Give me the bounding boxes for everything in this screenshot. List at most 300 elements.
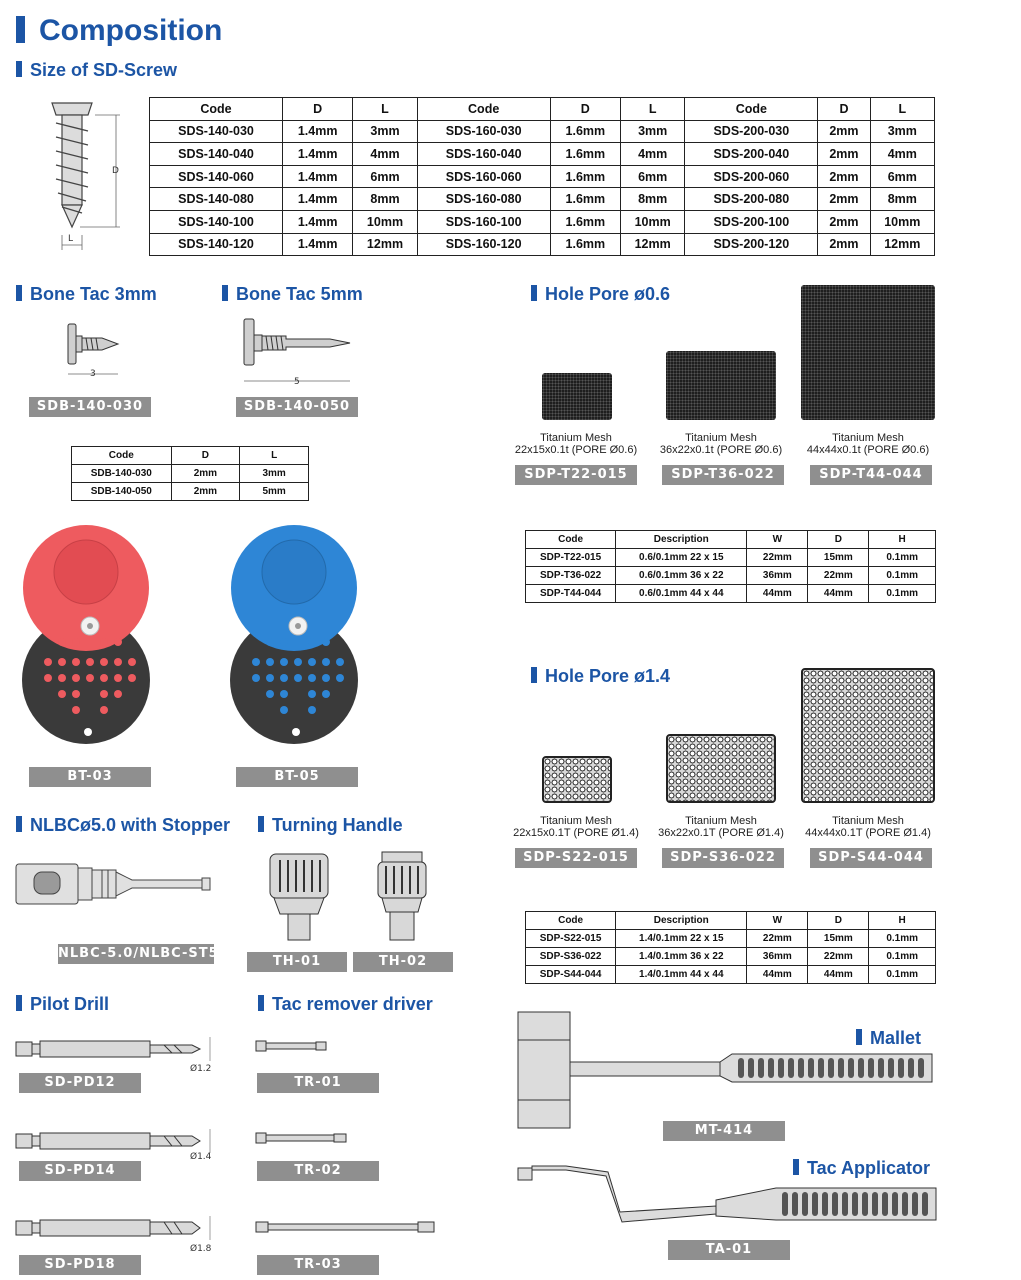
table-row bbox=[526, 948, 936, 966]
caption-spec: 36x22x0.1t (PORE Ø0.6) bbox=[659, 444, 783, 456]
heading-marker bbox=[16, 995, 22, 1011]
dim-5: 5 bbox=[294, 377, 300, 387]
table-row bbox=[150, 165, 935, 188]
table-cell: 1.4mm bbox=[282, 120, 352, 143]
mallet-illustration bbox=[516, 1010, 938, 1132]
grip-ridge bbox=[758, 1058, 764, 1078]
table-cell: 2mm bbox=[818, 120, 870, 143]
tac-slot bbox=[266, 690, 274, 698]
table-cell: SDS-160-040 bbox=[417, 143, 550, 166]
grip-ridge bbox=[782, 1192, 788, 1216]
grip-ridge bbox=[818, 1058, 824, 1078]
table-cell: 1.4mm bbox=[282, 165, 352, 188]
nlbc-heading-text: NLBCø5.0 with Stopper bbox=[30, 815, 231, 835]
grip-ridge bbox=[842, 1192, 848, 1216]
pore06-table bbox=[525, 530, 936, 603]
table-cell: SDS-140-100 bbox=[150, 210, 283, 233]
table-cell: 10mm bbox=[870, 210, 934, 233]
table-cell: 1.4/0.1mm 22 x 15 bbox=[616, 930, 747, 948]
drill-pd14-illustration bbox=[14, 1127, 219, 1157]
table-cell: 1.6mm bbox=[550, 210, 620, 233]
drill-heading-text: Pilot Drill bbox=[30, 994, 110, 1014]
table-row bbox=[150, 143, 935, 166]
grip-ridge bbox=[802, 1192, 808, 1216]
tac-slot bbox=[322, 658, 330, 666]
product-tag: TH-02 bbox=[353, 952, 453, 972]
pore14-table bbox=[525, 911, 936, 984]
col-header: Description bbox=[616, 531, 747, 549]
table-header-row bbox=[526, 531, 936, 549]
table-row bbox=[526, 567, 936, 585]
grip-ridge bbox=[792, 1192, 798, 1216]
mesh-s36-image bbox=[666, 734, 776, 803]
col-header: L bbox=[353, 98, 417, 121]
page-title-text: Composition bbox=[39, 14, 223, 47]
tac-slot bbox=[128, 658, 136, 666]
tac-slot bbox=[100, 638, 108, 646]
grip-ridge bbox=[852, 1192, 858, 1216]
remover-tr02-illustration bbox=[254, 1130, 354, 1146]
tac-slot bbox=[100, 658, 108, 666]
table-cell: SDS-140-060 bbox=[150, 165, 283, 188]
col-header: Description bbox=[616, 912, 747, 930]
table-cell: 44mm bbox=[747, 966, 808, 984]
caption-name: Titanium Mesh bbox=[832, 815, 904, 827]
col-header: H bbox=[869, 531, 936, 549]
mesh-t44-image bbox=[801, 285, 935, 420]
dim-3: 3 bbox=[90, 369, 96, 379]
table-row bbox=[150, 120, 935, 143]
grip-ridge bbox=[912, 1192, 918, 1216]
grip-ridge bbox=[888, 1058, 894, 1078]
dim-L-label: D bbox=[112, 166, 119, 176]
col-header: Code bbox=[685, 98, 818, 121]
pore06-heading bbox=[531, 284, 670, 305]
table-cell: 1.6mm bbox=[550, 143, 620, 166]
product-tag: SDP-T44-044 bbox=[810, 465, 932, 485]
mesh-caption bbox=[510, 815, 642, 839]
grip-ridge bbox=[822, 1192, 828, 1216]
table-cell: 1.6mm bbox=[550, 165, 620, 188]
pore06-heading-text: Hole Pore ø0.6 bbox=[545, 284, 671, 304]
tac-slot bbox=[128, 674, 136, 682]
table-cell: 36mm bbox=[747, 567, 808, 585]
tac-slot bbox=[100, 706, 108, 714]
tac-slot bbox=[280, 674, 288, 682]
tac-slot bbox=[44, 674, 52, 682]
table-cell: 3mm bbox=[621, 120, 685, 143]
table-row bbox=[526, 930, 936, 948]
grip-ridge bbox=[902, 1192, 908, 1216]
tac-slot bbox=[308, 690, 316, 698]
drill-heading bbox=[16, 994, 109, 1015]
table-cell: 0.1mm bbox=[869, 930, 936, 948]
table-cell: 1.4/0.1mm 44 x 44 bbox=[616, 966, 747, 984]
table-cell: 8mm bbox=[870, 188, 934, 211]
table-cell: 2mm bbox=[171, 483, 240, 501]
tac-slot bbox=[308, 638, 316, 646]
table-cell: SDP-T36-022 bbox=[526, 567, 616, 585]
table-cell: 6mm bbox=[353, 165, 417, 188]
table-cell: 2mm bbox=[818, 188, 870, 211]
tac-slot bbox=[322, 690, 330, 698]
product-tag: SDB-140-050 bbox=[236, 397, 358, 417]
tac-slot bbox=[294, 658, 302, 666]
product-tag: MT-414 bbox=[663, 1121, 785, 1141]
table-header-row bbox=[526, 912, 936, 930]
table-cell: 12mm bbox=[870, 233, 934, 256]
caption-spec: 36x22x0.1T (PORE Ø1.4) bbox=[658, 827, 784, 839]
heading-marker bbox=[258, 816, 264, 832]
product-tag: SDP-S22-015 bbox=[515, 848, 637, 868]
caption-spec: 44x44x0.1t (PORE Ø0.6) bbox=[806, 444, 930, 456]
grip-ridge bbox=[892, 1192, 898, 1216]
col-header: Code bbox=[417, 98, 550, 121]
caption-spec: 22x15x0.1t (PORE Ø0.6) bbox=[514, 444, 638, 456]
mesh-caption bbox=[800, 432, 936, 456]
table-cell: 2mm bbox=[818, 165, 870, 188]
heading-marker bbox=[258, 995, 264, 1011]
tac-slot bbox=[280, 690, 288, 698]
tac-slot bbox=[322, 638, 330, 646]
grip-ridge bbox=[738, 1058, 744, 1078]
tac-slot bbox=[266, 638, 274, 646]
drill-pd18-illustration bbox=[14, 1214, 219, 1244]
table-cell: 2mm bbox=[171, 465, 240, 483]
table-cell: 6mm bbox=[870, 165, 934, 188]
table-cell: SDP-S22-015 bbox=[526, 930, 616, 948]
tac-slot bbox=[322, 674, 330, 682]
tac-slot bbox=[72, 706, 80, 714]
tac-slot bbox=[266, 658, 274, 666]
table-cell: 2mm bbox=[818, 233, 870, 256]
tac-slot bbox=[86, 674, 94, 682]
col-header: D bbox=[282, 98, 352, 121]
col-header: Code bbox=[526, 531, 616, 549]
table-row bbox=[526, 585, 936, 603]
table-row bbox=[150, 188, 935, 211]
table-cell: SDS-200-080 bbox=[685, 188, 818, 211]
title-marker bbox=[16, 16, 25, 43]
handle-th01-illustration bbox=[266, 850, 332, 945]
table-cell: SDS-200-100 bbox=[685, 210, 818, 233]
table-cell: SDS-160-100 bbox=[417, 210, 550, 233]
table-cell: SDS-160-060 bbox=[417, 165, 550, 188]
tac-slot bbox=[308, 706, 316, 714]
table-cell: 4mm bbox=[621, 143, 685, 166]
nlbc-heading bbox=[16, 815, 230, 836]
tac-slot bbox=[72, 658, 80, 666]
tac-slot bbox=[58, 638, 66, 646]
col-header: D bbox=[808, 912, 869, 930]
table-cell: SDB-140-030 bbox=[72, 465, 172, 483]
tac-slot bbox=[114, 658, 122, 666]
heading-marker bbox=[222, 285, 228, 301]
table-row bbox=[72, 465, 309, 483]
grip-ridge bbox=[908, 1058, 914, 1078]
product-tag: SD-PD18 bbox=[19, 1255, 141, 1275]
grip-ridge bbox=[862, 1192, 868, 1216]
remover-heading bbox=[258, 994, 433, 1015]
caption-name: Titanium Mesh bbox=[832, 432, 904, 444]
grip-ridge bbox=[868, 1058, 874, 1078]
screw-heading-text: Size of SD-Screw bbox=[30, 60, 178, 80]
screw-size-table bbox=[149, 97, 935, 256]
table-cell: 44mm bbox=[747, 585, 808, 603]
col-header: Code bbox=[150, 98, 283, 121]
tac-slot bbox=[266, 674, 274, 682]
table-cell: 22mm bbox=[808, 948, 869, 966]
tac-slot bbox=[58, 658, 66, 666]
grip-ridge bbox=[848, 1058, 854, 1078]
table-cell: 3mm bbox=[353, 120, 417, 143]
tac-slot bbox=[100, 690, 108, 698]
table-cell: SDS-200-030 bbox=[685, 120, 818, 143]
table-cell: 12mm bbox=[621, 233, 685, 256]
table-cell: 22mm bbox=[747, 930, 808, 948]
table-cell: SDS-140-080 bbox=[150, 188, 283, 211]
heading-marker bbox=[16, 816, 22, 832]
table-cell: SDP-S36-022 bbox=[526, 948, 616, 966]
table-cell: SDS-160-080 bbox=[417, 188, 550, 211]
col-header: H bbox=[869, 912, 936, 930]
drill-pd12-illustration bbox=[14, 1035, 219, 1065]
grip-ridge bbox=[898, 1058, 904, 1078]
table-cell: 10mm bbox=[621, 210, 685, 233]
table-cell: 44mm bbox=[808, 585, 869, 603]
bonetac-5mm-heading-text: Bone Tac 5mm bbox=[236, 284, 363, 304]
table-cell: 4mm bbox=[353, 143, 417, 166]
mesh-t22-image bbox=[542, 373, 612, 420]
caption-name: Titanium Mesh bbox=[685, 815, 757, 827]
tac-applicator-illustration bbox=[516, 1160, 942, 1242]
tac-slot bbox=[72, 674, 80, 682]
grip-ridge bbox=[798, 1058, 804, 1078]
mesh-s22-image bbox=[542, 756, 612, 803]
table-cell: 2mm bbox=[818, 210, 870, 233]
mesh-s44-image bbox=[801, 668, 935, 803]
handle-heading-text: Turning Handle bbox=[272, 815, 403, 835]
page-title bbox=[16, 14, 222, 48]
grip-ridge bbox=[828, 1058, 834, 1078]
product-tag: SDP-T22-015 bbox=[515, 465, 637, 485]
nlbc-illustration bbox=[14, 856, 214, 912]
table-cell: SDS-200-040 bbox=[685, 143, 818, 166]
remover-heading-text: Tac remover driver bbox=[272, 994, 433, 1014]
table-cell: 22mm bbox=[747, 549, 808, 567]
table-cell: 8mm bbox=[621, 188, 685, 211]
table-cell: 3mm bbox=[240, 465, 309, 483]
product-tag: SDP-S44-044 bbox=[810, 848, 932, 868]
drill-diameter: Ø1.2 bbox=[190, 1064, 212, 1074]
col-header: W bbox=[747, 912, 808, 930]
table-cell: SDS-140-030 bbox=[150, 120, 283, 143]
table-cell: 5mm bbox=[240, 483, 309, 501]
table-cell: SDP-S44-044 bbox=[526, 966, 616, 984]
table-cell: 4mm bbox=[870, 143, 934, 166]
table-cell: 1.4/0.1mm 36 x 22 bbox=[616, 948, 747, 966]
grip-ridge bbox=[812, 1192, 818, 1216]
table-cell: 6mm bbox=[621, 165, 685, 188]
bonetac-3mm-heading bbox=[16, 284, 157, 305]
col-header: L bbox=[621, 98, 685, 121]
tac-slot bbox=[280, 658, 288, 666]
heading-marker bbox=[16, 61, 22, 77]
table-cell: 22mm bbox=[808, 567, 869, 585]
col-header: D bbox=[808, 531, 869, 549]
table-cell: SDP-T22-015 bbox=[526, 549, 616, 567]
col-header: Code bbox=[526, 912, 616, 930]
table-header-row bbox=[72, 447, 309, 465]
table-cell: SDB-140-050 bbox=[72, 483, 172, 501]
col-header: L bbox=[240, 447, 309, 465]
caption-name: Titanium Mesh bbox=[540, 815, 612, 827]
bonetac-table bbox=[71, 446, 309, 501]
grip-ridge bbox=[788, 1058, 794, 1078]
table-cell: 0.6/0.1mm 36 x 22 bbox=[616, 567, 747, 585]
heading-marker bbox=[16, 285, 22, 301]
col-header: W bbox=[747, 531, 808, 549]
grip-ridge bbox=[748, 1058, 754, 1078]
table-cell: 1.4mm bbox=[282, 143, 352, 166]
table-cell: 8mm bbox=[353, 188, 417, 211]
grip-ridge bbox=[872, 1192, 878, 1216]
tac-slot bbox=[86, 658, 94, 666]
product-tag: TH-01 bbox=[247, 952, 347, 972]
tac-slot bbox=[308, 658, 316, 666]
product-tag: SDP-S36-022 bbox=[662, 848, 784, 868]
table-cell: 3mm bbox=[870, 120, 934, 143]
grip-ridge bbox=[882, 1192, 888, 1216]
tac-slot bbox=[114, 638, 122, 646]
caption-name: Titanium Mesh bbox=[685, 432, 757, 444]
remover-tr03-illustration bbox=[254, 1218, 439, 1236]
product-tag: SDP-T36-022 bbox=[662, 465, 784, 485]
table-cell: 0.1mm bbox=[869, 585, 936, 603]
heading-marker bbox=[531, 667, 537, 683]
bonetac-3mm-heading-text: Bone Tac 3mm bbox=[30, 284, 157, 304]
table-cell: 0.1mm bbox=[869, 549, 936, 567]
tac-slot bbox=[44, 658, 52, 666]
table-cell: 1.6mm bbox=[550, 233, 620, 256]
grip-ridge bbox=[832, 1192, 838, 1216]
screw-heading bbox=[16, 60, 177, 81]
product-tag: BT-05 bbox=[236, 767, 358, 787]
table-cell: SDS-140-120 bbox=[150, 233, 283, 256]
bone-tac-3mm-illustration bbox=[62, 320, 132, 382]
grip-ridge bbox=[808, 1058, 814, 1078]
grip-ridge bbox=[918, 1058, 924, 1078]
tac-slot bbox=[252, 674, 260, 682]
handle-heading bbox=[258, 815, 403, 836]
tac-slot bbox=[252, 658, 260, 666]
mesh-caption bbox=[800, 815, 936, 839]
screw-illustration bbox=[40, 95, 140, 255]
tac-slot bbox=[100, 674, 108, 682]
grip-ridge bbox=[838, 1058, 844, 1078]
table-row bbox=[72, 483, 309, 501]
table-cell: SDS-160-120 bbox=[417, 233, 550, 256]
grip-ridge bbox=[878, 1058, 884, 1078]
drill-diameter: Ø1.4 bbox=[190, 1152, 212, 1162]
tac-slot bbox=[58, 690, 66, 698]
grip-ridge bbox=[858, 1058, 864, 1078]
tac-slot bbox=[72, 690, 80, 698]
tac-slot bbox=[336, 674, 344, 682]
table-cell: SDP-T44-044 bbox=[526, 585, 616, 603]
table-cell: SDS-200-060 bbox=[685, 165, 818, 188]
heading-marker bbox=[531, 285, 537, 301]
table-cell: 0.6/0.1mm 44 x 44 bbox=[616, 585, 747, 603]
table-cell: 44mm bbox=[808, 966, 869, 984]
caption-name: Titanium Mesh bbox=[540, 432, 612, 444]
dim-D-label: L bbox=[68, 234, 74, 244]
col-header: D bbox=[818, 98, 870, 121]
pore14-heading bbox=[531, 666, 670, 687]
tac-slot bbox=[114, 674, 122, 682]
table-row bbox=[150, 210, 935, 233]
table-cell: 36mm bbox=[747, 948, 808, 966]
table-cell: 15mm bbox=[808, 549, 869, 567]
table-cell: 12mm bbox=[353, 233, 417, 256]
table-header-row bbox=[150, 98, 935, 121]
col-header: D bbox=[550, 98, 620, 121]
table-cell: SDS-140-040 bbox=[150, 143, 283, 166]
tac-slot bbox=[336, 658, 344, 666]
table-cell: 0.1mm bbox=[869, 567, 936, 585]
drill-diameter: Ø1.8 bbox=[190, 1244, 212, 1254]
product-tag: SDB-140-030 bbox=[29, 397, 151, 417]
mesh-caption bbox=[654, 815, 788, 839]
col-header: L bbox=[870, 98, 934, 121]
table-cell: 1.4mm bbox=[282, 210, 352, 233]
table-cell: 0.1mm bbox=[869, 966, 936, 984]
table-cell: 1.4mm bbox=[282, 188, 352, 211]
handle-th02-illustration bbox=[374, 850, 430, 945]
tac-slot bbox=[114, 690, 122, 698]
tac-slot bbox=[280, 638, 288, 646]
mallet-heading-text: Mallet bbox=[870, 1028, 922, 1048]
tac-slot bbox=[58, 674, 66, 682]
table-row bbox=[150, 233, 935, 256]
table-cell: 1.6mm bbox=[550, 188, 620, 211]
product-tag: NLBC-5.0/NLBC-ST5 bbox=[58, 944, 214, 964]
mesh-caption bbox=[654, 432, 788, 456]
product-tag: TR-03 bbox=[257, 1255, 379, 1275]
table-cell: 1.4mm bbox=[282, 233, 352, 256]
pore14-heading-text: Hole Pore ø1.4 bbox=[545, 666, 671, 686]
col-header: Code bbox=[72, 447, 172, 465]
product-tag: SD-PD12 bbox=[19, 1073, 141, 1093]
table-cell: 0.1mm bbox=[869, 948, 936, 966]
tray-bt05-illustration bbox=[230, 522, 370, 747]
product-tag: TR-01 bbox=[257, 1073, 379, 1093]
tac-slot bbox=[308, 674, 316, 682]
product-tag: SD-PD14 bbox=[19, 1161, 141, 1181]
product-tag: BT-03 bbox=[29, 767, 151, 787]
tac-slot bbox=[294, 674, 302, 682]
table-cell: 1.6mm bbox=[550, 120, 620, 143]
product-tag: TA-01 bbox=[668, 1240, 790, 1260]
bonetac-5mm-heading bbox=[222, 284, 363, 305]
table-cell: 0.6/0.1mm 22 x 15 bbox=[616, 549, 747, 567]
grip-ridge bbox=[922, 1192, 928, 1216]
table-row bbox=[526, 549, 936, 567]
grip-ridge bbox=[778, 1058, 784, 1078]
tac-slot bbox=[72, 638, 80, 646]
product-tag: TR-02 bbox=[257, 1161, 379, 1181]
table-cell: SDS-200-120 bbox=[685, 233, 818, 256]
